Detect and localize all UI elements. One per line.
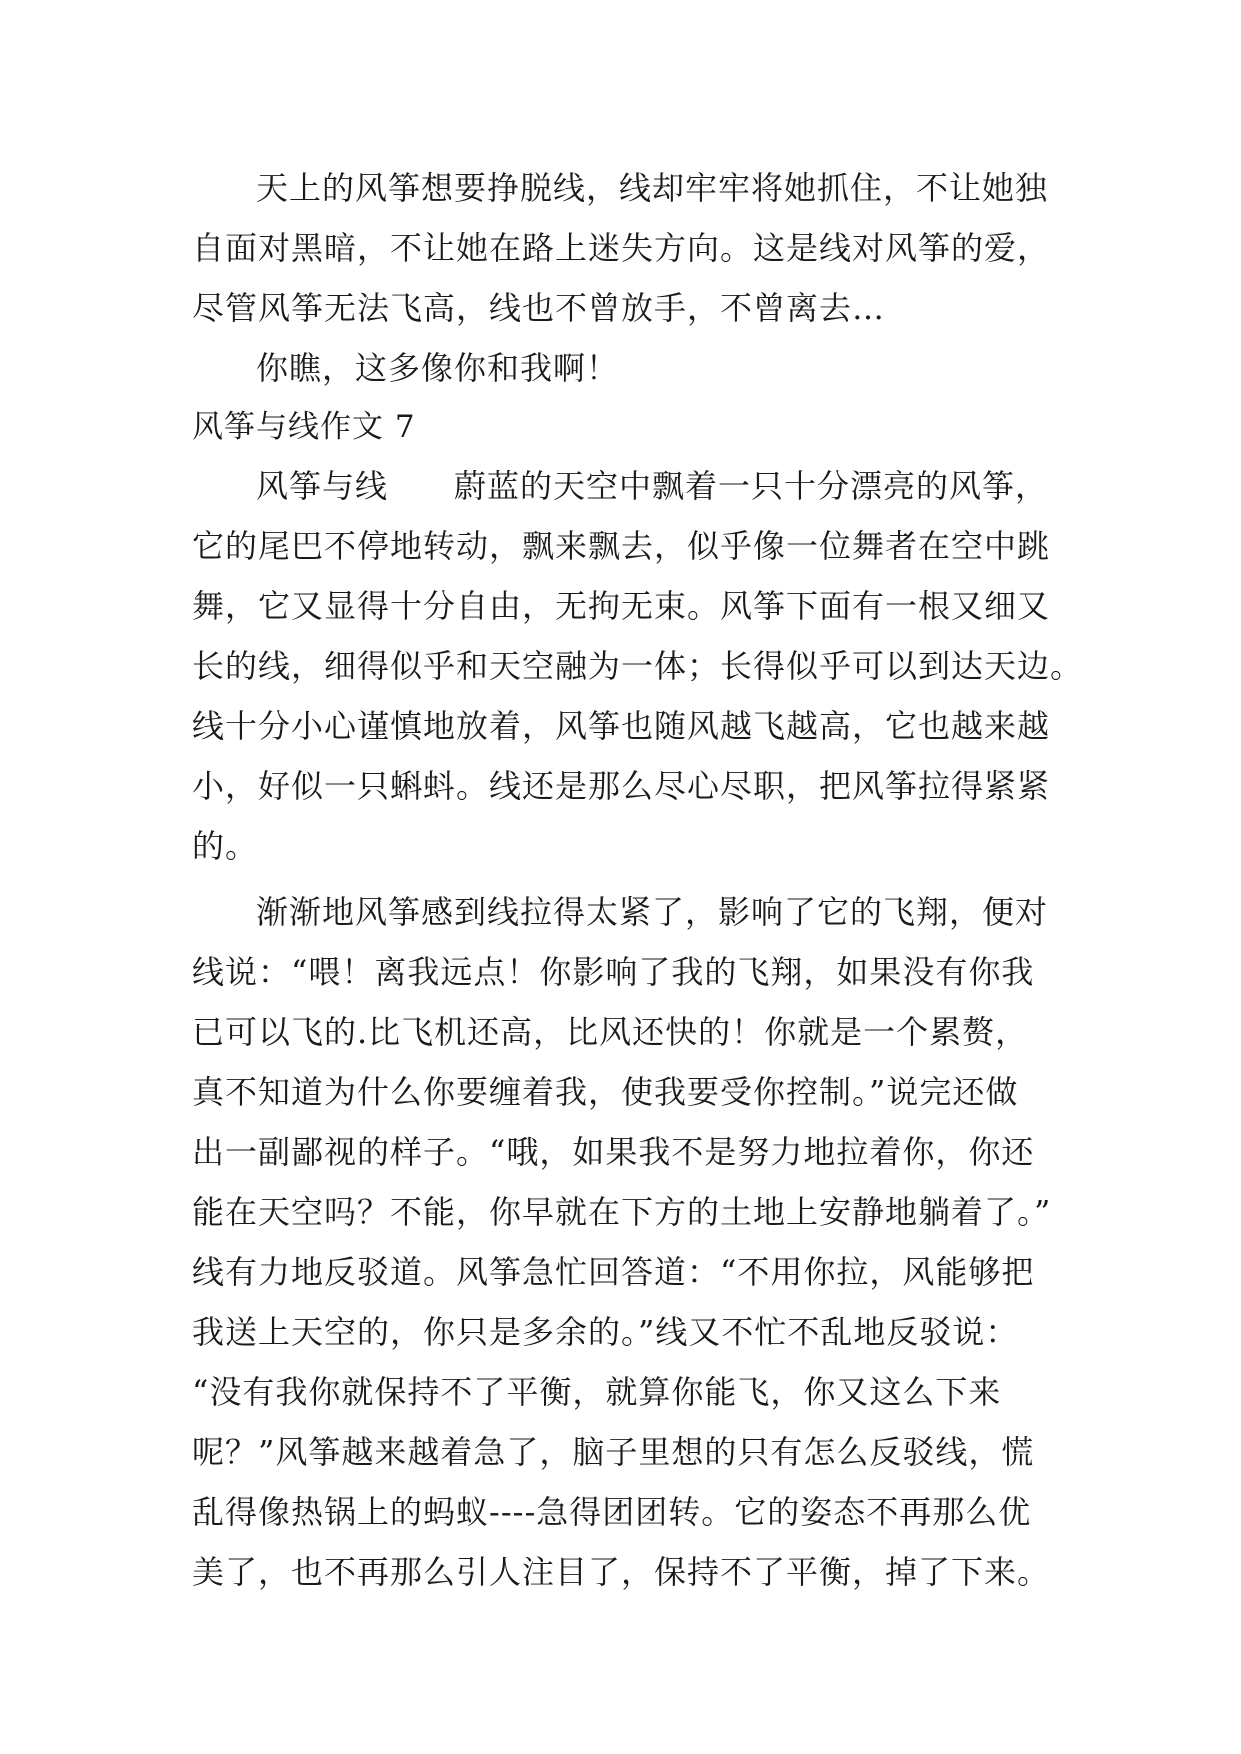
text-line: 渐渐地风筝感到线拉得太紧了，影响了它的飞翔，便对 (256, 893, 1049, 931)
text-line: 乱得像热锅上的蚂蚁----急得团团转。它的姿态不再那么优 (192, 1493, 1032, 1531)
essay-heading: 风筝与线作文 7 (192, 409, 416, 445)
paragraph-essay-dialogue (192, 882, 1082, 1602)
paragraph-essay-intro (192, 456, 1082, 876)
text-line: 它的尾巴不停地转动，飘来飘去，似乎像一位舞者在空中跳 (192, 527, 1051, 565)
text-line: 我送上天空的，你只是多余的。”线又不忙不乱地反驳说： (192, 1313, 1019, 1351)
text-line: 线有力地反驳道。风筝急忙回答道：“不用你拉，风能够把 (192, 1253, 1035, 1291)
text-line: 线十分小心谨慎地放着，风筝也随风越飞越高，它也越来越 (192, 707, 1051, 745)
text-line: 尽管风筝无法飞高，线也不曾放手，不曾离去… (192, 289, 886, 327)
text-line: 能在天空吗？不能，你早就在下方的土地上安静地躺着了。” (192, 1193, 1052, 1231)
text-line: 出一副鄙视的样子。“哦，如果我不是努力地拉着你，你还 (192, 1133, 1035, 1171)
text-line: 自面对黑暗，不让她在路上迷失方向。这是线对风筝的爱， (192, 229, 1051, 267)
paragraph-kite-and-line (192, 158, 1082, 338)
text-line: 小，好似一只蝌蚪。线还是那么尽心尽职，把风筝拉得紧紧 (192, 767, 1051, 805)
text-line: 已可以飞的.比飞机还高，比风还快的！你就是一个累赘， (192, 1013, 1029, 1051)
text-line: 长的线，细得似乎和天空融为一体；长得似乎可以到达天边。 (192, 647, 1084, 685)
text-line: 舞，它又显得十分自由，无拘无束。风筝下面有一根又细又 (192, 587, 1051, 625)
text-line: 天上的风筝想要挣脱线，线却牢牢将她抓住，不让她独 (256, 169, 1049, 207)
text-line: 线说：“喂！离我远点！你影响了我的飞翔，如果没有你我 (192, 953, 1035, 991)
text-line: “没有我你就保持不了平衡，就算你能飞，你又这么下来 (192, 1373, 1002, 1411)
text-line: 美了，也不再那么引人注目了，保持不了平衡，掉了下来。 (192, 1553, 1051, 1591)
paragraph-you-and-me (192, 338, 1082, 398)
text-line: 呢？”风筝越来越着急了，脑子里想的只有怎么反驳线，慌 (192, 1433, 1035, 1471)
text-line: 真不知道为什么你要缠着我，使我要受你控制。”说完还做 (192, 1073, 1019, 1111)
text-line: 风筝与线 蔚蓝的天空中飘着一只十分漂亮的风筝， (256, 467, 1049, 505)
text-line: 的。 (192, 827, 259, 865)
text-line: 你瞧，这多像你和我啊！ (256, 349, 620, 387)
document-body (192, 158, 1082, 1602)
